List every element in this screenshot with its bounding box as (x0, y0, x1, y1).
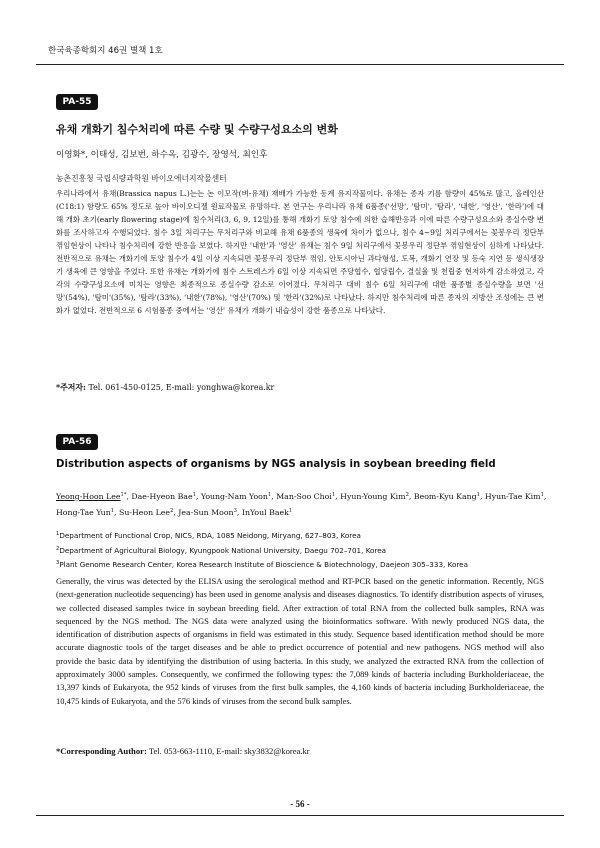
abstract-title: 유채 개화기 침수처리에 따른 수량 및 수량구성요소의 변화 (56, 123, 338, 136)
author-affiliation-mark: 1 (267, 492, 272, 498)
author-affiliation-mark: 1 (192, 492, 196, 498)
abstract-body: Generally, the virus was detected by the ELISA using the serological method and RT-PCR based on the genetic information. Recently, NGS (next-generation nucleotide sequencing) has been used in genome analysis and diseases diagnostics. To identify distribution aspects of viruses, we collected diseased samples twice in soybean breeding field. After extraction of total RNA from the collected bulk samples, RNA was sequenced by the NGS method. The NGS data were analyzed using the bioinformatics software. With newly produced NGS data, the identification of distribution aspects of organisms in field was estimated in this study. Sequence based identification method should be more accurate diagnostic tools of the target diseases and be able to predict occurrence of potential and new pathogens. NGS method will also provide the basic data by identifying the distribution of using bacteria. In this study, we analyzed the extracted RNA from the collection of approximately 3000 samples. Consequently, we confirmed the following types: the 7,089 kinds of bacteria including Burkholderiaceae, the 13,397 kinds of Eukaryota, the 952 kinds of viruses from the first bulk samples, the 4,160 kinds of bacteria including Burkholderiaceae, the 10,475 kinds of Eukaryota, and the 576 kinds of viruses from the second bulk samples. (56, 576, 544, 706)
journal-header: 한국육종학회지 46권 별책 1호 (48, 46, 163, 56)
affiliation-list (56, 528, 468, 572)
affiliation-item: $^3$Plant Genome Research Center, Korea Research Institute of Bioscience & Biotechnology, Daejeon 305–333, Korea (56, 560, 468, 569)
abstract-title: Distribution aspects of organisms by NGS analysis in soybean breeding field (56, 459, 496, 470)
author-affiliation-mark: 1 (110, 508, 115, 514)
author-name: Hyun-Tae Kim (484, 492, 541, 501)
lead-author: Yeong-Hoon Lee (56, 492, 121, 501)
affiliation-item: $^1$Department of Functional Crop, NICS, RDA, 1085 Neidong, Miryang, 627–803, Korea (56, 531, 361, 540)
author-affiliation-mark: 2 (405, 492, 409, 498)
author-name: Jea-Sun Moon (178, 508, 234, 517)
author-name: Young-Nam Yoon (200, 492, 268, 501)
author-name: Hyun-Young Kim (340, 492, 406, 501)
author-list: 이영화*, 이태성, 김보번, 하수옥, 김광수, 장영석, 최인후 (56, 150, 268, 160)
author-name: Hong-Tae Yun (56, 508, 111, 517)
contact-label: *주저자: (56, 383, 86, 392)
author-name: InYoul Baek (241, 508, 289, 517)
author-name: Dae-Hyeon Bae (131, 492, 193, 501)
corresponding-author (56, 746, 310, 756)
header-divider (36, 64, 564, 65)
author-affiliation-mark: 1 (288, 508, 293, 514)
affiliation: 농촌진흥청 국립식량과학원 바이오에너지작물센터 (56, 174, 227, 183)
author-affiliation-mark: 2 (170, 508, 174, 514)
abstract-id-badge: PA-55 (56, 94, 98, 110)
corresponding-author (56, 382, 274, 393)
abstract-id-badge: PA-56 (56, 434, 98, 450)
author-affiliation-mark: 3 (233, 508, 237, 514)
contact-info: Tel. 053-663-1110, E-mail: sky3832@korea.kr (148, 746, 310, 756)
author-list: Yeong-Hoon Lee$^{1*}$, Dae-Hyeon Bae$^1$, Young-Nam Yoon$^1$, Man-Soo Choi$^1$, Hyun-Young Kim$^2$, Beom-Kyu Kang$^1$, Hyun-Tae Kim$^1$, Hong-Tae Yun$^1$, Su-Heon Lee$^2$, Jea-Sun Moon$^3$, InYoul Baek$^1$ (56, 492, 547, 517)
author-affiliation-mark: 1 (331, 492, 336, 498)
abstract-body: 우리나라에서 유채(Brassica napus L.)는는 논 이모작(벼-유채) 재배가 가능한 동계 유지작물이다. 유채는 종자 기름 함량이 45%로 많고, 올레인산(C18:1) 함량도 65% 정도로 높아 바이오디젤 원료작물로 유망하다. 본 연구는 우리나라 유채 6품종('선망', '탐미', '탐라', '내한', '영산', '한라')에 대해 개화 초기(early flowering stage)에 침수처리(3, 6, 9, 12일)를 통해 개화기 토양 침수에 의한 습해반응과 이에 따른 수량구성요소와 종실수량 변화를 조사하고자 수행되었다. 침수 3일 처리구는 무처리구와 비교해 유채 6품종의 생육에 차이가 없으나, 침수 4~9일 처리구에서는 꽃봉우리 정단부 꺾임현상이 나타나 침수처리에 강한 반응을 보였다. 하지만 '내한'과 '영산' 유채는 침수 9일 처리구에서 꽃봉우리 정단부 꺾임현상이 심하게 나타났다. 전반적으로 유채는 개화기에 토양 침수가 4일 이상 지속되면 꽃봉우리 정단부 꺾임, 안토시아닌 과다형성, 도복, 개화기 연장 및 등숙 지연 등 생식생장기 생육에 큰 영향을 주었다. 또한 유채는 개화기에 침수 스트레스가 6일 이상 지속되면 주당협수, 협당립수, 결실율 및 천립중 현저하게 감소하였고, 각각의 수량구성요소에 미치는 영향은 최종적으로 종실수량 감소로 이어졌다. 무처리구 대비 침수 6일 처리구에 대한 품종별 종실수량을 보면 '선망'(54%), '탐미'(35%), '탐라'(33%), '내한'(78%), '영산'(70%) 및 '한라'(32%)로 나타났다. 하지만 침수처리에 따른 종자의 지방산 조성에는 큰 변화가 없었다. 전반적으로 6 시험품종 중에서는 '영산' 유채가 개화기 내습성이 강한 품종으로 나타났다. (56, 189, 544, 315)
author-name: Man-Soo Choi (276, 492, 332, 501)
page-number: - 56 - (290, 799, 310, 809)
author-name: Beom-Kyu Kang (413, 492, 477, 501)
author-name: Su-Heon Lee (119, 508, 171, 517)
contact-info: Tel. 061-450-0125, E-mail: yonghwa@korea.kr (88, 383, 275, 392)
author-affiliation-mark: 1 (476, 492, 480, 498)
affiliation-item: $^2$Department of Agricultural Biology, Kyungpook National University, Daegu 702–701, Korea (56, 545, 387, 555)
author-affiliation-mark: 1 (540, 492, 544, 498)
footer-divider (36, 815, 564, 816)
contact-label: *Corresponding Author: (56, 746, 147, 756)
